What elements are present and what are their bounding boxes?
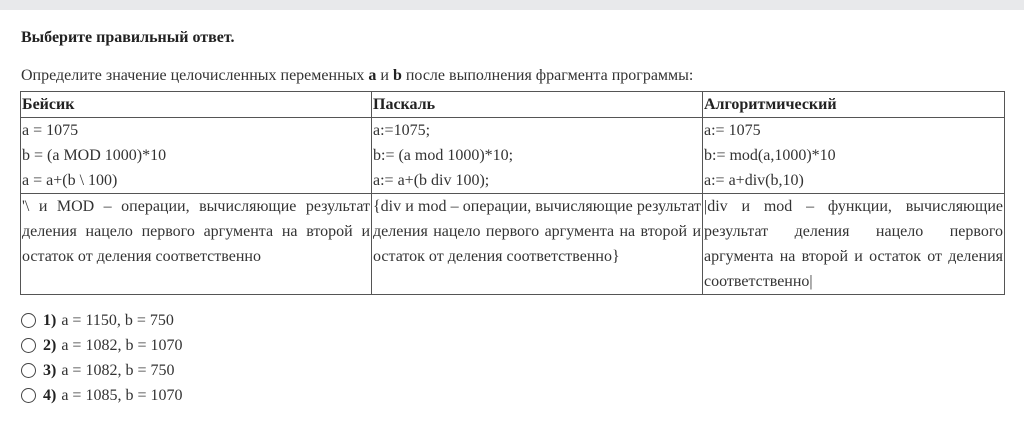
answer-text: a = 1085, b = 1070 bbox=[61, 386, 183, 404]
code-line: b:= mod(a,1000)*10 bbox=[704, 147, 836, 164]
answer-number: 1) bbox=[43, 311, 57, 329]
code-line: b:= (a mod 1000)*10; bbox=[373, 147, 514, 164]
header-basic: Бейсик bbox=[21, 92, 372, 118]
code-line: a = 1075 bbox=[22, 122, 79, 139]
table-header-row bbox=[21, 92, 1005, 118]
code-line: a:= a+(b div 100); bbox=[373, 172, 490, 189]
code-line: a:=1075; bbox=[373, 122, 431, 139]
code-pascal bbox=[372, 118, 703, 194]
question-and: и bbox=[380, 67, 389, 84]
answer-text: a = 1082, b = 750 bbox=[61, 361, 175, 379]
header-algorithmic: Алгоритмический bbox=[703, 92, 1005, 118]
question-var-b: b bbox=[392, 67, 402, 84]
answer-number: 4) bbox=[43, 386, 57, 404]
question-var-a: a bbox=[368, 67, 377, 84]
answer-option-2[interactable] bbox=[21, 333, 182, 358]
answer-text: a = 1082, b = 1070 bbox=[61, 336, 183, 354]
radio-button[interactable] bbox=[21, 338, 36, 353]
code-line: a:= a+div(b,10) bbox=[704, 172, 804, 189]
code-line: a = a+(b \ 100) bbox=[22, 172, 118, 189]
question-after: после выполнения фрагмента программы: bbox=[405, 67, 694, 84]
answer-option-3[interactable] bbox=[21, 358, 182, 383]
answer-option-4[interactable] bbox=[21, 383, 182, 408]
code-line: a:= 1075 bbox=[704, 122, 761, 139]
answer-text: a = 1150, b = 750 bbox=[61, 311, 174, 329]
code-row bbox=[21, 118, 1005, 194]
answer-number: 2) bbox=[43, 336, 57, 354]
code-line: b = (a MOD 1000)*10 bbox=[22, 147, 167, 164]
note-algorithmic: |div и mod – функции, вычисляющие результат деления нацело первого аргумента на второй и остаток от деления соответственно| bbox=[703, 194, 1005, 295]
question-before: Определите значение целочисленных переменных bbox=[21, 67, 365, 84]
code-basic bbox=[21, 118, 372, 194]
answer-options bbox=[21, 308, 182, 408]
notes-row bbox=[21, 194, 1005, 295]
question-text bbox=[21, 67, 693, 85]
radio-button[interactable] bbox=[21, 363, 36, 378]
radio-button[interactable] bbox=[21, 388, 36, 403]
note-basic: '\ и MOD – операции, вычисляющие результат деления нацело первого аргумента на второй и остаток от деления соответственно bbox=[21, 194, 372, 295]
note-pascal: {div и mod – операции, вычисляющие результат деления нацело первого аргумента на второй и остаток от деления соответственно} bbox=[372, 194, 703, 295]
instruction-heading: Выберите правильный ответ. bbox=[21, 29, 235, 46]
answer-option-1[interactable] bbox=[21, 308, 182, 333]
answer-number: 3) bbox=[43, 361, 57, 379]
radio-button[interactable] bbox=[21, 313, 36, 328]
program-table bbox=[20, 91, 1005, 295]
top-bar bbox=[0, 0, 1024, 10]
header-pascal: Паскаль bbox=[372, 92, 703, 118]
code-algorithmic bbox=[703, 118, 1005, 194]
